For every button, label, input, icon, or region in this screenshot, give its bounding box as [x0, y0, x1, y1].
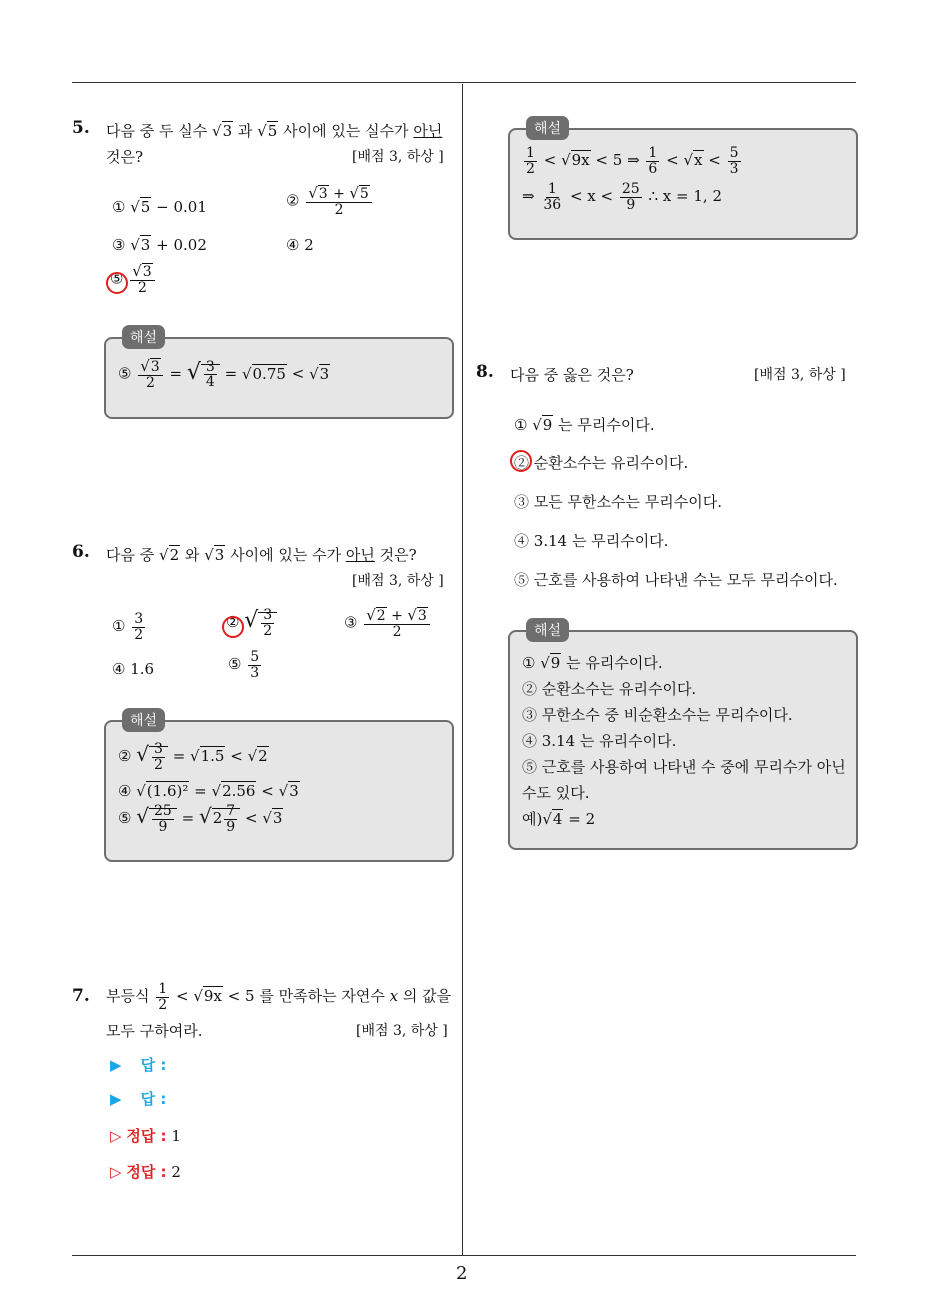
question-text: 부등식 $\frac{1}{2}$ < √9x < 5 를 만족하는 자연수 x 의 값을	[106, 981, 452, 1013]
sqrt: √3	[212, 122, 233, 140]
question-number: 6.	[72, 542, 90, 562]
outline-triangle-icon: ▷	[110, 1163, 122, 1181]
question-text: 다음 중 √2 와 √3 사이에 있는 수가 아닌 것은?	[106, 546, 417, 564]
choice-5[interactable]: ⑤ $\frac{5}{3}$	[228, 649, 260, 681]
solution-line-1: ① √9 는 유리수이다.	[522, 654, 663, 672]
score: [배점 3, 하상 ]	[754, 367, 846, 383]
question-text-line2: 모두 구하여라.	[106, 1022, 203, 1040]
answer-row-2[interactable]: ▶ 답 :	[110, 1090, 167, 1108]
question-text-line2: 것은?	[106, 148, 144, 166]
choice-3[interactable]: ③ √3 + 0.02	[112, 236, 207, 254]
solution-line-7: 예)√4 = 2	[522, 810, 596, 828]
question-number: 5.	[72, 118, 90, 138]
choice-2[interactable]: ② √ $\frac{3}{2}$	[226, 608, 277, 638]
choice-5[interactable]: ⑤ $\frac{√3}{2}$	[110, 264, 157, 295]
question-number: 7.	[72, 986, 90, 1006]
outline-triangle-icon: ▷	[110, 1127, 122, 1145]
solution-line-4: ④ 3.14 는 유리수이다.	[522, 732, 677, 750]
page-number: 2	[456, 1263, 468, 1284]
solution-line-2: ② 순환소수는 유리수이다.	[522, 680, 697, 698]
answer-row-1[interactable]: ▶ 답 :	[110, 1056, 167, 1074]
choice-3[interactable]: ③ $\frac{√2 + √3}{2}$	[344, 608, 432, 639]
correct-answer-2: ▷ 정답 : 2	[110, 1163, 181, 1181]
choice-5[interactable]: ⑤ 근호를 사용하여 나타낸 수는 모두 무리수이다.	[514, 571, 838, 589]
choice-1[interactable]: ① $\frac{3}{2}$	[112, 611, 144, 643]
choice-4[interactable]: ④ 3.14 는 무리수이다.	[514, 532, 669, 550]
solution-line-6: 수도 있다.	[522, 784, 590, 802]
top-rule	[72, 82, 856, 83]
choice-4[interactable]: ④ 1.6	[112, 660, 155, 678]
solution-line-5: ⑤ 근호를 사용하여 나타낸 수 중에 무리수가 아닌	[522, 758, 846, 776]
choice-1[interactable]: ① √9 는 무리수이다.	[514, 416, 655, 434]
solution-box	[508, 121, 858, 240]
answer-circle-mark	[510, 450, 532, 472]
question-number: 8.	[476, 362, 494, 382]
choice-2[interactable]: ② $\frac{√3 + √5}{2}$	[286, 186, 374, 217]
solution-line: ⑤ $\frac{√3}{2}$ = √ $\frac{3}{4}$ = √0.75 < √3	[118, 357, 330, 391]
solution-line-1: $\frac{1}{2}$ < √9x < 5 ⇒ $\frac{1}{6}$ < √x < $\frac{5}{3}$	[526, 145, 739, 177]
sqrt: √5	[257, 122, 278, 140]
solution-line-3: ⑤ √ $\frac{25}{9}$ = √2 $\frac{7}{9}$ < √3	[118, 803, 283, 835]
play-icon: ▶	[110, 1056, 122, 1074]
bottom-rule	[72, 1255, 856, 1256]
solution-line-1: ② √ $\frac{3}{2}$ = √1.5 < √2	[118, 741, 268, 773]
question-text: 다음 중 두 실수 √3 과 √5 사이에 있는 실수가 아닌	[106, 122, 443, 140]
correct-answer-1: ▷ 정답 : 1	[110, 1127, 181, 1145]
choice-4[interactable]: ④ 2	[286, 236, 314, 254]
solution-line-3: ③ 무한소수 중 비순환소수는 무리수이다.	[522, 706, 793, 724]
play-icon: ▶	[110, 1090, 122, 1108]
solution-tag: 해설	[122, 708, 165, 732]
choice-2[interactable]: ② 순환소수는 유리수이다.	[514, 454, 689, 472]
score: [배점 3, 하상 ]	[352, 573, 444, 589]
choice-1[interactable]: ① √5 − 0.01	[112, 198, 207, 216]
solution-box	[508, 623, 858, 850]
solution-tag: 해설	[526, 116, 569, 140]
solution-line-2: ⇒ $\frac{1}{36}$ < x < $\frac{25}{9}$ ∴ x = 1, 2	[522, 181, 722, 213]
column-divider	[462, 84, 463, 1256]
solution-box	[104, 330, 454, 419]
solution-tag: 해설	[122, 325, 165, 349]
score: [배점 3, 하상 ]	[352, 149, 444, 165]
score: [배점 3, 하상 ]	[356, 1023, 448, 1039]
solution-box	[104, 713, 454, 862]
choice-3[interactable]: ③ 모든 무한소수는 무리수이다.	[514, 493, 722, 511]
solution-tag: 해설	[526, 618, 569, 642]
answer-circle-mark	[222, 616, 244, 638]
solution-line-2: ④ √(1.6)² = √2.56 < √3	[118, 782, 299, 800]
question-text: 다음 중 옳은 것은?	[510, 366, 634, 384]
answer-circle-mark	[106, 272, 128, 294]
